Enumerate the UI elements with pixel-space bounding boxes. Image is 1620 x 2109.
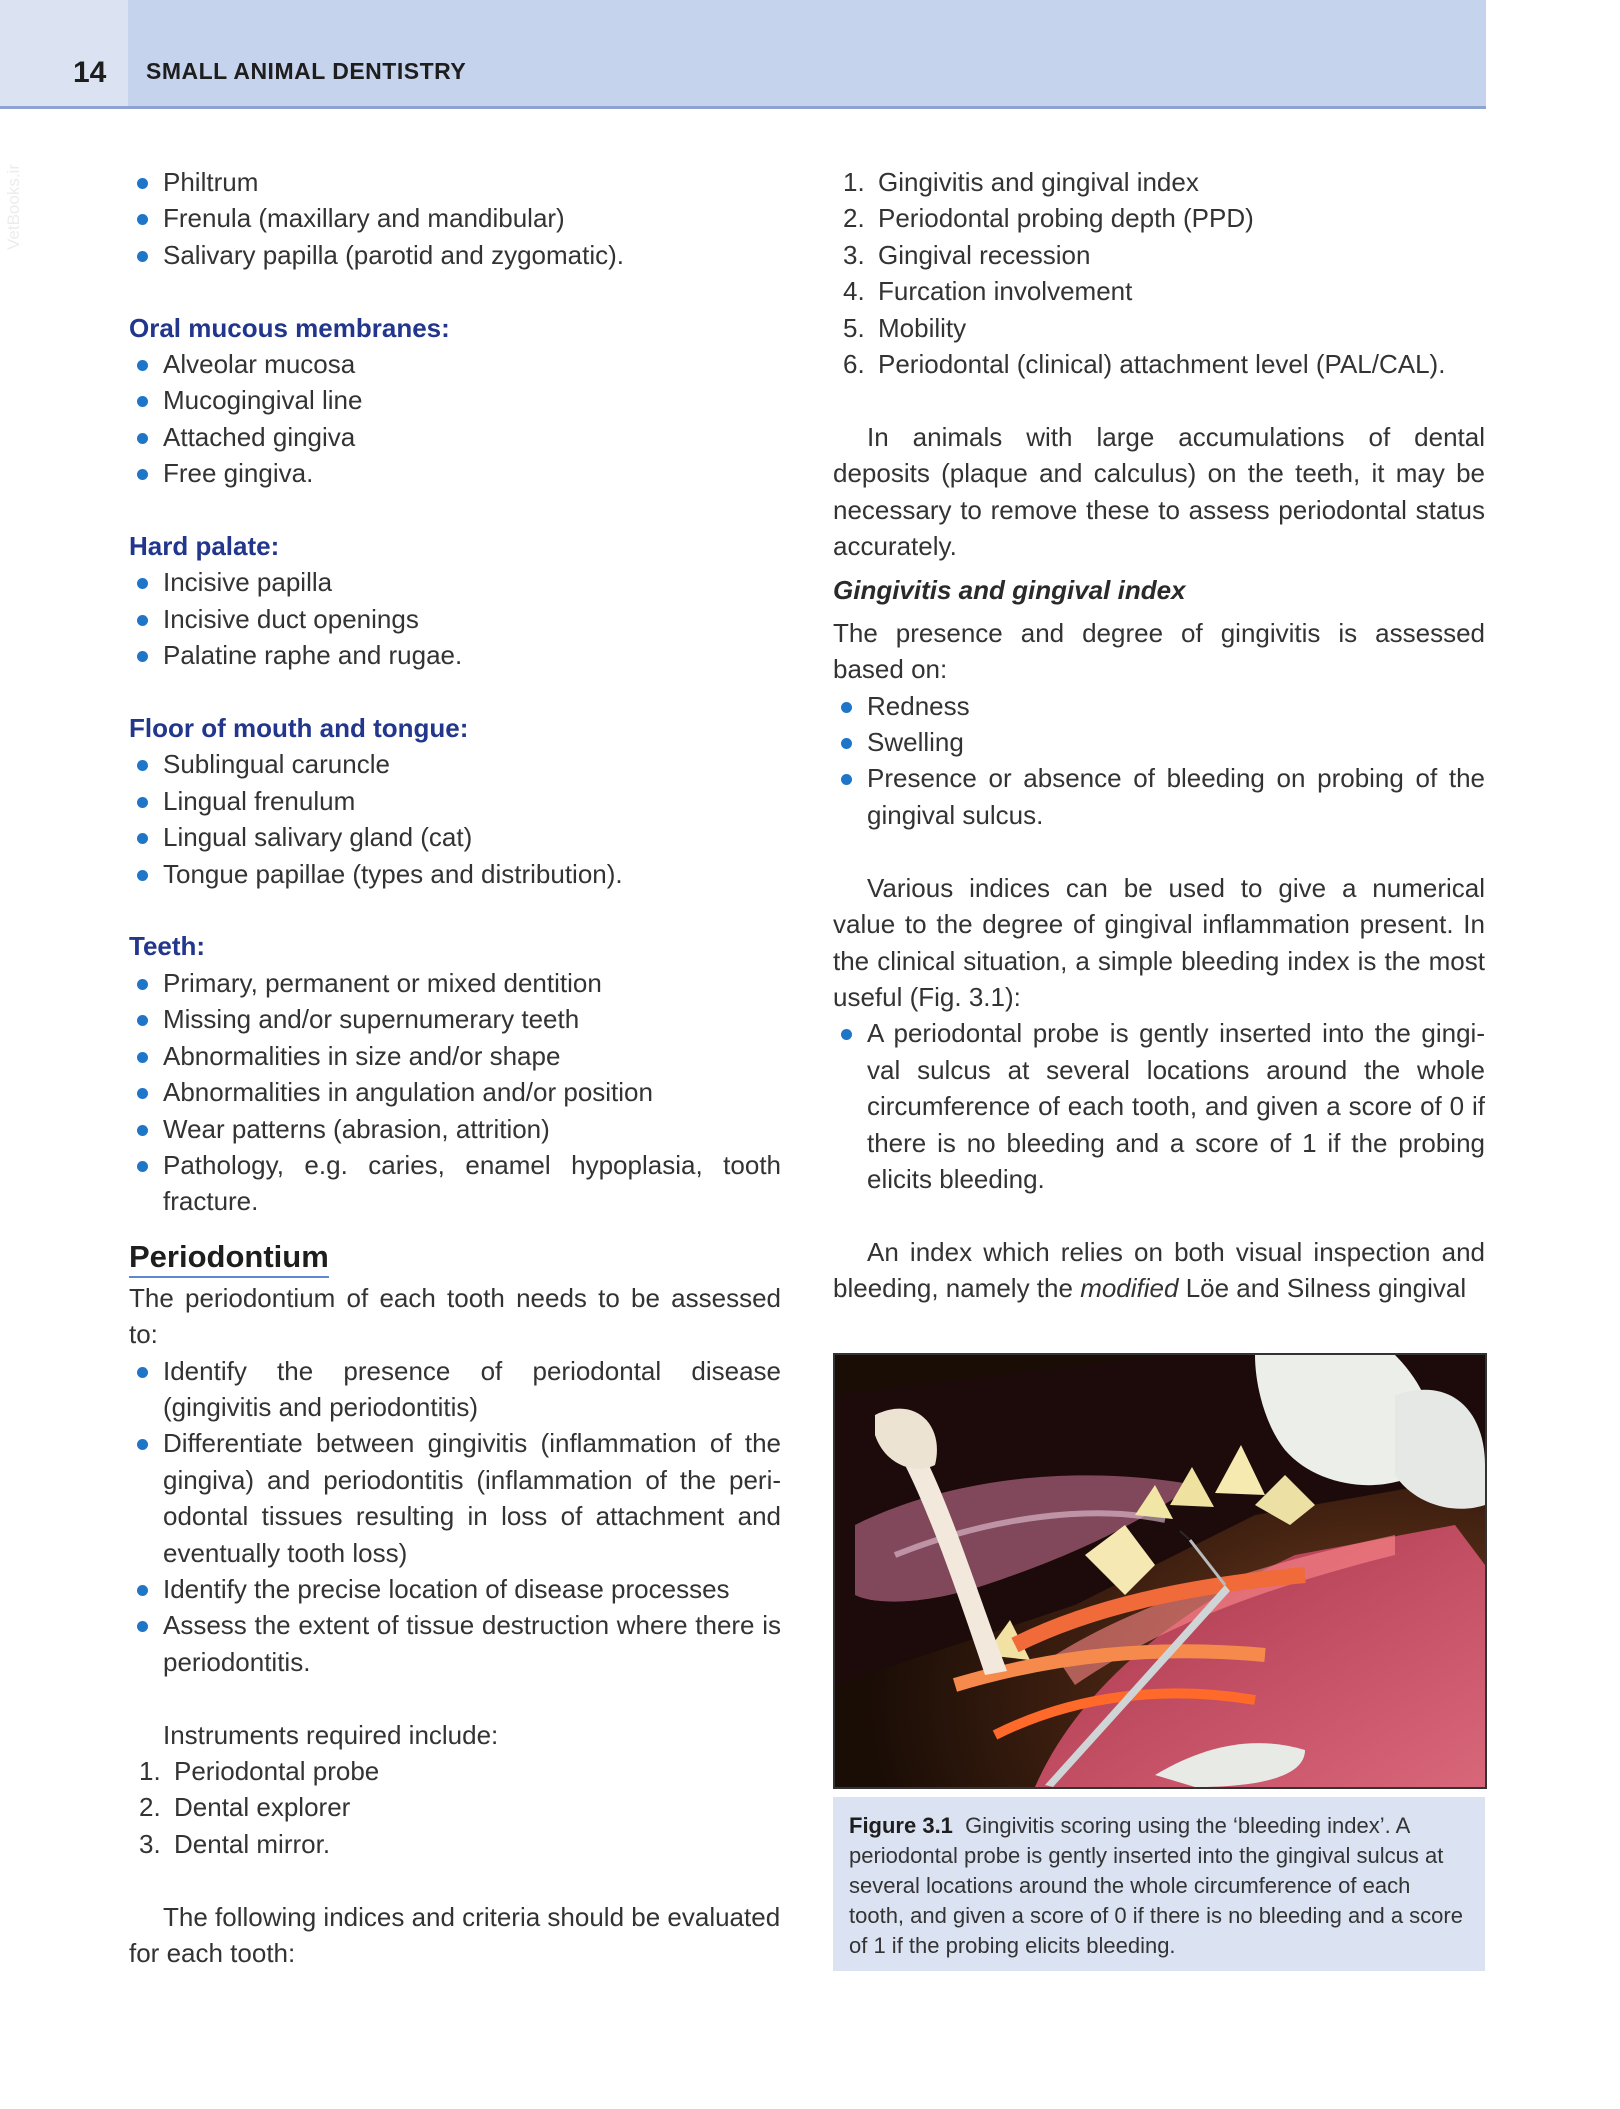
figure-label: Figure 3.1 xyxy=(849,1813,953,1838)
teeth-list xyxy=(129,965,781,1220)
hard-palate-list xyxy=(129,564,781,673)
criteria-list xyxy=(833,164,1485,382)
list-item: 1. Periodontal probe xyxy=(139,1755,380,1786)
oral-mucous-list xyxy=(129,346,781,492)
list-item: Salivary papilla (parotid and zygomatic). xyxy=(129,237,781,273)
list-item: Lingual salivary gland (cat) xyxy=(129,819,781,855)
page-number: 14 xyxy=(73,56,107,89)
list-item: Swelling xyxy=(833,724,1485,760)
list-item: Sublingual caruncle xyxy=(129,746,781,782)
list-item: 4. Furcation involvement xyxy=(843,276,1133,307)
list-item: Differentiate between gingivitis (inflammation of the gingiva) and periodontitis (inflammation of the peri-odontal tissues resulting in loss of attachment and eventually tooth loss) xyxy=(129,1425,781,1571)
list-item: Abnormalities in angulation and/or position xyxy=(129,1074,781,1110)
list-item: Identify the presence of periodontal disease (gingivitis and periodontitis) xyxy=(129,1353,781,1426)
running-header xyxy=(0,0,1486,109)
index-paragraph: An index which relies on both visual inspection and bleeding, namely the modified Löe and Silness gingival xyxy=(833,1236,1485,1304)
list-item: Lingual frenulum xyxy=(129,783,781,819)
list-item: Attached gingiva xyxy=(129,419,781,455)
page-number-box xyxy=(0,0,128,106)
gingivitis-probing-photo xyxy=(835,1355,1485,1787)
list-item: Redness xyxy=(833,688,1485,724)
list-item: 3. Dental mirror. xyxy=(139,1828,331,1859)
figure-caption xyxy=(849,1811,1469,1961)
oral-mucous-heading: Oral mucous membranes: xyxy=(129,312,450,343)
list-item: Mucogingival line xyxy=(129,382,781,418)
list-item: Incisive papilla xyxy=(129,564,781,600)
instruments-intro: Instruments required include: xyxy=(163,1719,499,1750)
lips-list xyxy=(129,164,781,273)
list-item: Wear patterns (abrasion, attrition) xyxy=(129,1111,781,1147)
list-item: 5. Mobility xyxy=(843,312,967,343)
gingivitis-intro: The presence and degree of gingivitis is assessed based on: xyxy=(833,617,1485,685)
instruments-list xyxy=(129,1753,781,1862)
watermark: VetBooks.ir xyxy=(4,164,23,250)
left-column xyxy=(129,164,781,1971)
bleeding-index-list xyxy=(833,1015,1485,1197)
list-item: Philtrum xyxy=(129,164,781,200)
gingivitis-list xyxy=(833,688,1485,834)
list-item: Pathology, e.g. caries, enamel hypoplasia, tooth fracture. xyxy=(129,1147,781,1220)
hard-palate-heading: Hard palate: xyxy=(129,531,280,562)
list-item: 3. Gingival recession xyxy=(843,239,1091,270)
list-item: Presence or absence of bleeding on probing of the gingival sulcus. xyxy=(833,760,1485,833)
periodontium-heading: Periodontium xyxy=(129,1238,329,1278)
list-item: Assess the extent of tissue destruction where there is periodontitis. xyxy=(129,1607,781,1680)
floor-mouth-list xyxy=(129,746,781,892)
list-item: Free gingiva. xyxy=(129,455,781,491)
list-item: Primary, permanent or mixed dentition xyxy=(129,965,781,1001)
indices-intro: The following indices and criteria should be evaluated for each tooth: xyxy=(129,1901,781,1968)
list-item: A periodontal probe is gently inserted into the gingi-val sulcus at several locations around the whole circumference of each tooth, and given a score of 0 if there is no bleeding and a score of 1 if the probing elicits bleeding. xyxy=(833,1015,1485,1197)
teeth-heading: Teeth: xyxy=(129,931,206,962)
deposits-paragraph: In animals with large accumulations of dental deposits (plaque and calculus) on the teeth, it may be necessary to remove these to assess periodontal status accurately. xyxy=(833,421,1485,562)
list-item: 6. Periodontal (clinical) attachment level (PAL/CAL). xyxy=(843,349,1446,380)
periodontium-intro: The periodontium of each tooth needs to be assessed to: xyxy=(129,1282,781,1350)
list-item: Palatine raphe and rugae. xyxy=(129,637,781,673)
list-item: 1. Gingivitis and gingival index xyxy=(843,167,1199,197)
list-item: Incisive duct openings xyxy=(129,601,781,637)
gingivitis-heading: Gingivitis and gingival index xyxy=(833,575,1186,606)
right-column xyxy=(833,164,1485,1307)
list-item: Alveolar mucosa xyxy=(129,346,781,382)
figure-caption-box xyxy=(833,1797,1485,1971)
running-head-title: SMALL ANIMAL DENTISTRY xyxy=(146,58,467,84)
list-item: Missing and/or supernumerary teeth xyxy=(129,1001,781,1037)
list-item: Abnormalities in size and/or shape xyxy=(129,1038,781,1074)
periodontium-list xyxy=(129,1353,781,1681)
list-item: 2. Periodontal probing depth (PPD) xyxy=(843,203,1254,234)
indices-paragraph: Various indices can be used to give a numerical value to the degree of gingival inflammation present. In the clinical situation, a simple bleeding index is the most useful (Fig. 3.1): xyxy=(833,872,1485,1012)
list-item: 2. Dental explorer xyxy=(139,1792,351,1823)
caption-text: Gingivitis scoring using the ‘bleeding index’. A periodontal probe is gently inserted into the gingival sulcus at several locations around the whole circumference of each tooth, and given a score of 0 if there is no bleeding and a score of 1 if the probing elicits bleeding. xyxy=(849,1813,1463,1958)
list-item: Frenula (maxillary and mandibular) xyxy=(129,200,781,236)
list-item: Tongue papillae (types and distribution). xyxy=(129,856,781,892)
list-item: Identify the precise location of disease processes xyxy=(129,1571,781,1607)
floor-mouth-heading: Floor of mouth and tongue: xyxy=(129,713,469,744)
figure-photo xyxy=(833,1353,1487,1789)
